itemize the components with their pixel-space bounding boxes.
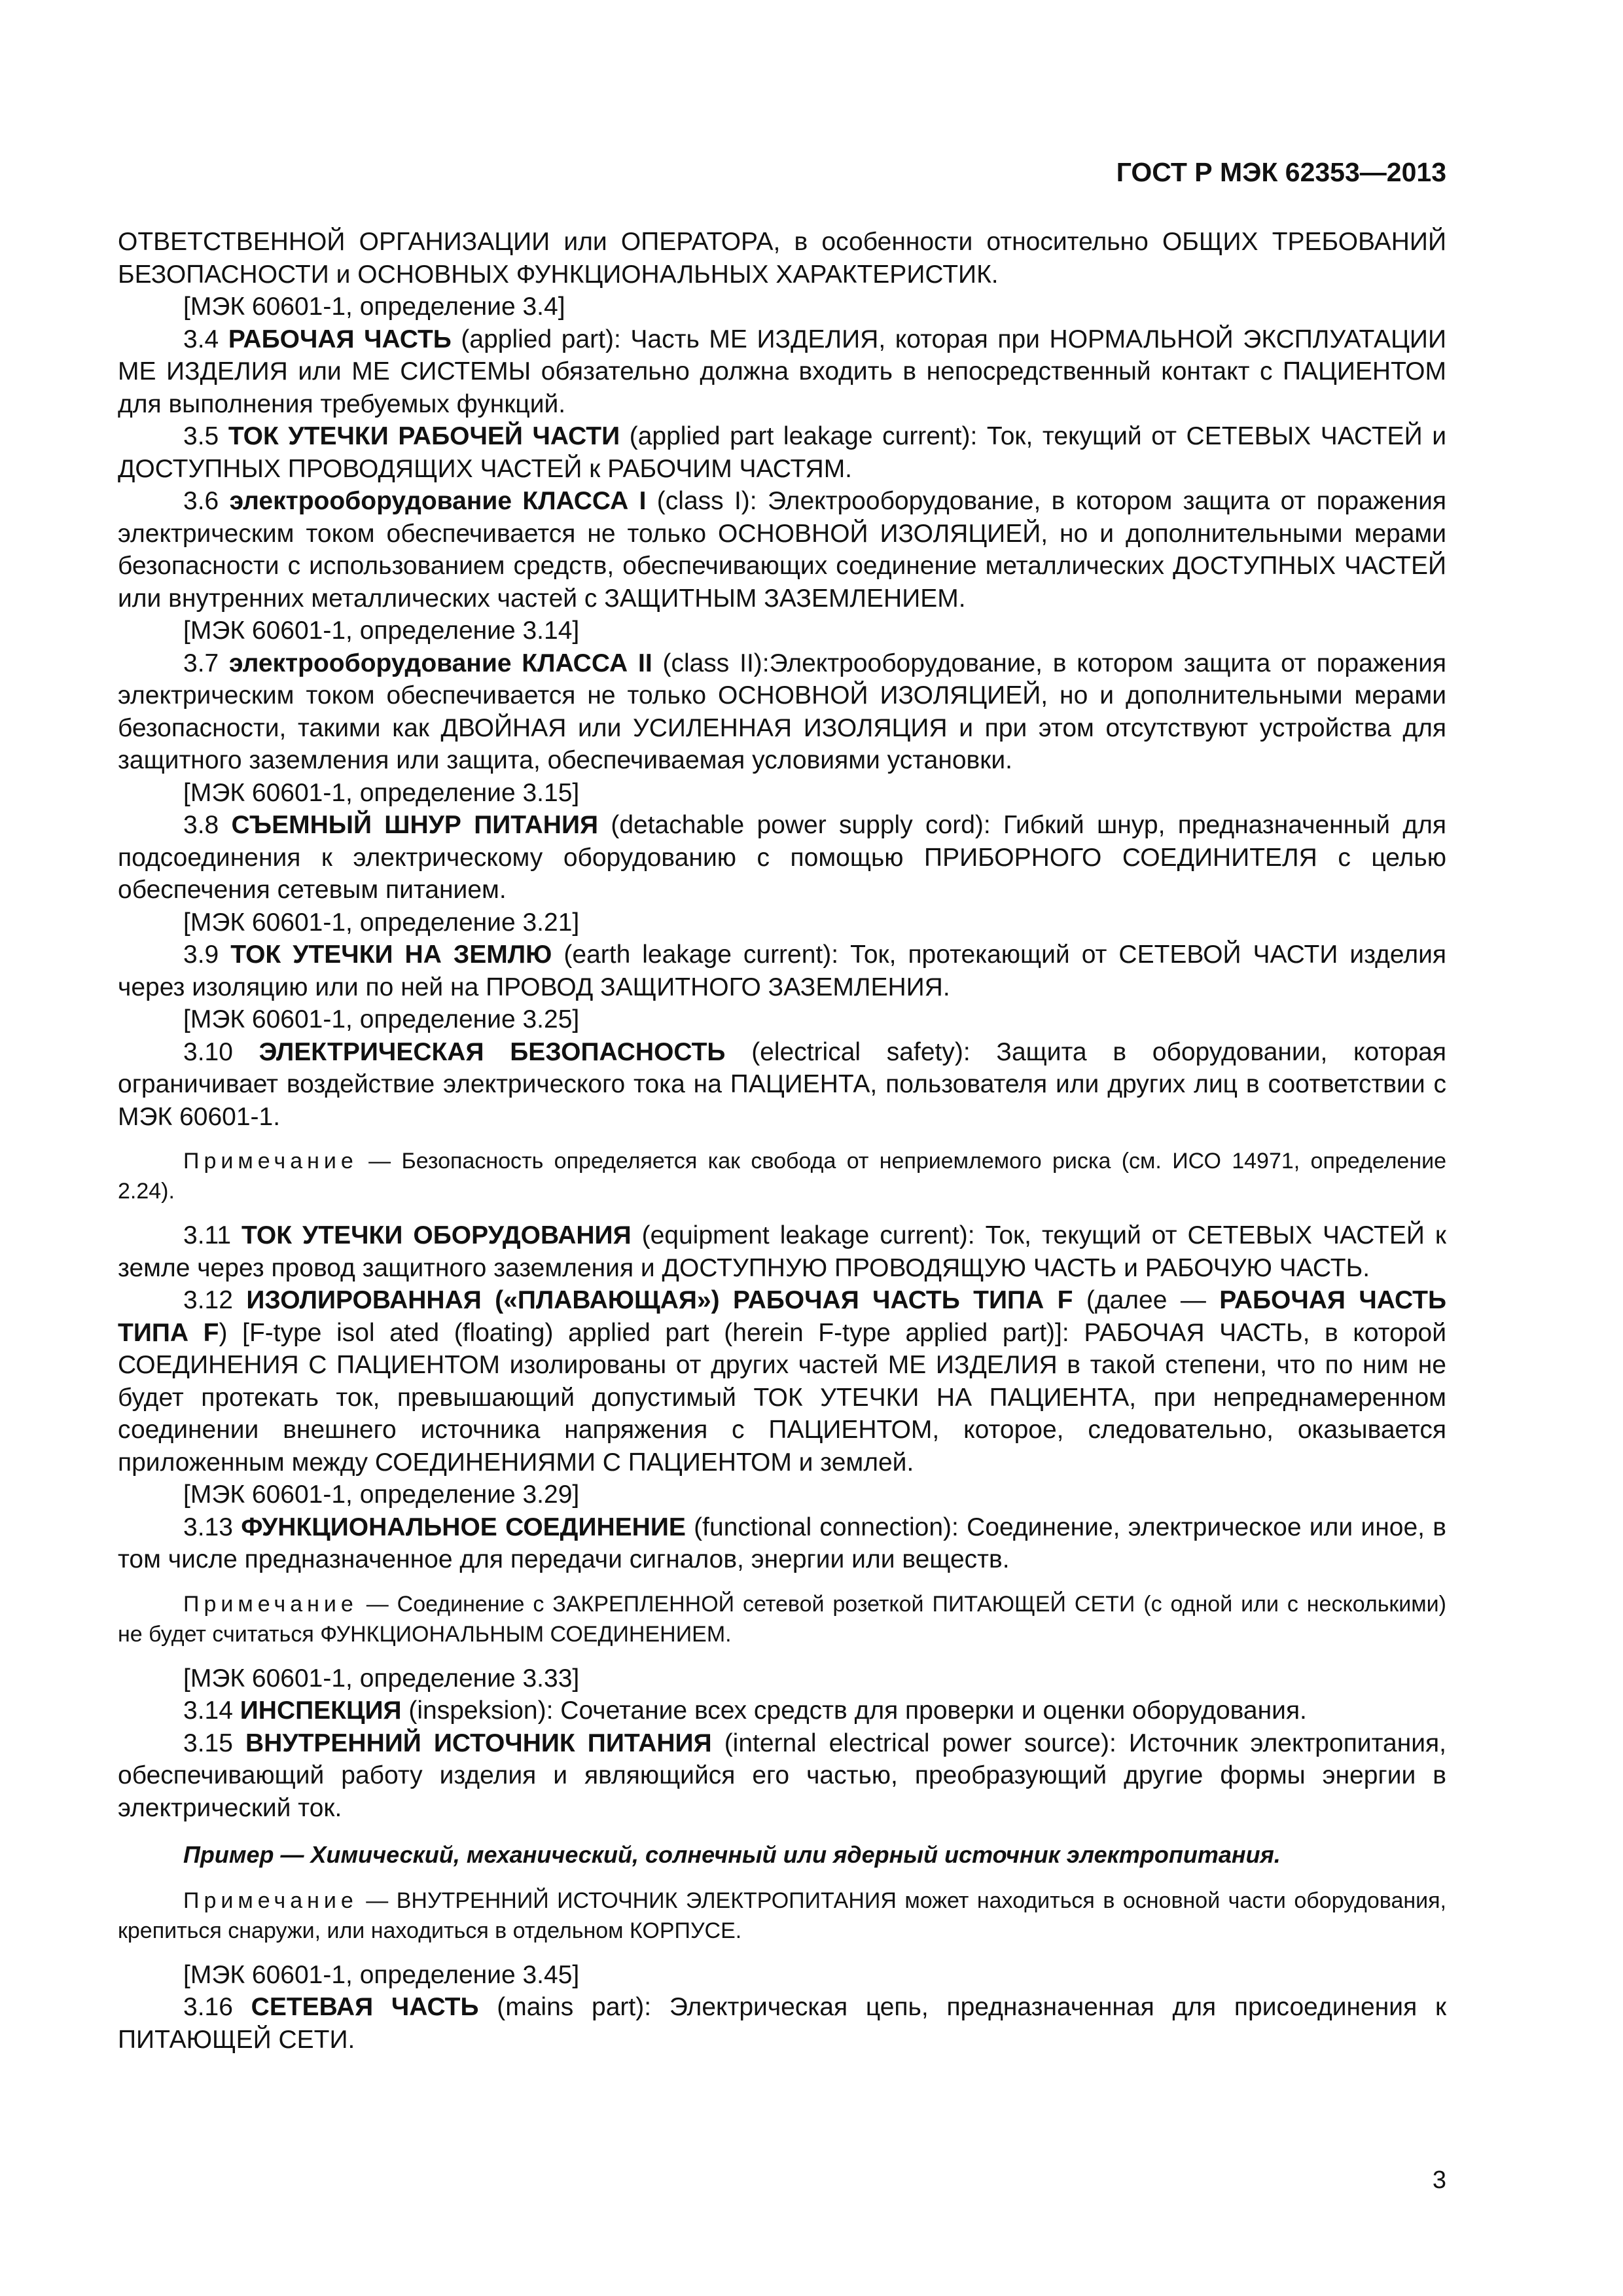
text-run: 3.16 [183, 1993, 251, 2021]
definition-paragraph [118, 323, 1446, 421]
definition-paragraph [118, 420, 1446, 485]
text-run: 3.5 [183, 422, 228, 450]
text-run: (earth leakage current): Ток, протекающий от СЕТЕВОЙ ЧАСТИ изделия через изоляцию или по ней на ПРОВОД ЗАЩИТНОГО ЗАЗЕМЛЕНИЯ. [118, 941, 1446, 1001]
text-run: 3.12 [183, 1286, 247, 1314]
term: ЭЛЕКТРИЧЕСКАЯ БЕЗОПАСНОСТЬ [259, 1037, 726, 1066]
text-run: 3.15 [183, 1729, 245, 1757]
definition-paragraph [118, 1511, 1446, 1576]
text-run: 3.13 [183, 1513, 241, 1541]
reference: [МЭК 60601-1, определение 3.29] [183, 1480, 580, 1509]
note [118, 1886, 1446, 1946]
term: СЪЕМНЫЙ ШНУР ПИТАНИЯ [231, 811, 599, 839]
text-run: (applied part leakage current): Ток, текущий от СЕТЕВЫХ ЧАСТЕЙ и ДОСТУПНЫХ ПРОВОДЯЩИХ ЧАСТЕЙ к РАБОЧИМ ЧАСТЯМ. [118, 422, 1446, 483]
text-run: ОТВЕТСТВЕННОЙ ОРГАНИЗАЦИИ или ОПЕРАТОРА, в особенности относительно ОБЩИХ ТРЕБОВАНИЙ БЕЗОПАСНОСТИ и ОСНОВНЫХ ФУНКЦИОНАЛЬНЫХ ХАРАКТЕРИСТИК. [118, 228, 1446, 289]
text-run: (далее — [1073, 1286, 1220, 1314]
text-run: ) [F-type isol ated (floating) applied part (herein F-type applied part)]: РАБОЧАЯ ЧАСТЬ, в которой СОЕДИНЕНИЯ С ПАЦИЕНТОМ изолированы от других частей МЕ ИЗДЕЛИЯ в такой степени, что по ним не будет протекать ток, превышающий допустимый ТОК УТЕЧКИ НА ПАЦИЕНТА, при непреднамеренном соединении внешнего источника напряжения с ПАЦИЕНТОМ, которое, следовательно, оказывается приложенным между СОЕДИНЕНИЯМИ С ПАЦИЕНТОМ и землей. [118, 1318, 1446, 1477]
note-text: — Соединение с ЗАКРЕПЛЕННОЙ сетевой розеткой ПИТАЮЩЕЙ СЕТИ (с одной или с несколькими) не будет считаться ФУНКЦИОНАЛЬНЫМ СОЕДИНЕНИЕМ. [118, 1591, 1446, 1647]
reference: [МЭК 60601-1, определение 3.45] [183, 1960, 580, 1989]
note-label: Примечание [183, 1149, 358, 1174]
definition-paragraph [118, 485, 1446, 615]
term: СЕТЕВАЯ ЧАСТЬ [251, 1993, 479, 2021]
term: РАБОЧАЯ ЧАСТЬ [228, 325, 452, 353]
definition-paragraph [118, 939, 1446, 1003]
note-label: Примечание [183, 1591, 358, 1617]
text-run: (applied part): Часть МЕ ИЗДЕЛИЯ, которая при НОРМАЛЬНОЙ ЭКСПЛУАТАЦИИ МЕ ИЗДЕЛИЯ или МЕ СИСТЕМЫ обязательно должна входить в непосредственный контакт с ПАЦИЕНТОМ для выполнения требуемых функций. [118, 325, 1446, 418]
text-run: (detachable power supply cord): Гибкий шнур, предназначенный для подсоединения к электрическому оборудованию с помощью ПРИБОРНОГО СОЕДИНИТЕЛЯ с целью обеспечения сетевым питанием. [118, 811, 1446, 904]
text-run: (class I): Электрооборудование, в котором защита от поражения электрическим током обеспечивается не только ОСНОВНОЙ ИЗОЛЯЦИЕЙ, но и дополнительными мерами безопасности с использованием средств, обеспечивающих соединение металлических ДОСТУПНЫХ ЧАСТЕЙ или внутренних металлических частей с ЗАЩИТНЫМ ЗАЗЕМЛЕНИЕМ. [118, 487, 1446, 613]
note [118, 1589, 1446, 1649]
text-run: (mains part): Электрическая цепь, предназначенная для присоединения к ПИТАЮЩЕЙ СЕТИ. [118, 1993, 1447, 2054]
text-run: 3.7 [183, 649, 230, 677]
term: ТОК УТЕЧКИ ОБОРУДОВАНИЯ [241, 1221, 632, 1249]
page-number: 3 [1432, 2166, 1446, 2194]
text-run: (inspeksion): Сочетание всех средств для проверки и оценки оборудования. [401, 1696, 1307, 1725]
term: ИЗОЛИРОВАННАЯ («ПЛАВАЮЩАЯ») РАБОЧАЯ ЧАСТЬ ТИПА F [246, 1286, 1073, 1314]
reference: [МЭК 60601-1, определение 3.33] [183, 1664, 580, 1693]
definition-paragraph [118, 647, 1446, 777]
term: электрооборудование КЛАССА II [229, 649, 652, 677]
term: ТОК УТЕЧКИ НА ЗЕМЛЮ [230, 941, 552, 969]
text-run: 3.8 [183, 811, 232, 839]
note-label: Примечание [183, 1888, 358, 1913]
definition-paragraph [118, 1991, 1446, 2056]
text-run: (equipment leakage current): Ток, текущий от СЕТЕВЫХ ЧАСТЕЙ к земле через провод защитного заземления и ДОСТУПНУЮ ПРОВОДЯЩУЮ ЧАСТЬ и РАБОЧУЮ ЧАСТЬ. [118, 1221, 1446, 1282]
document-body [118, 226, 1446, 2056]
definition-paragraph [118, 1695, 1446, 1727]
text-run: 3.10 [183, 1037, 259, 1066]
text-run: 3.14 [183, 1696, 240, 1725]
reference: [МЭК 60601-1, определение 3.15] [183, 778, 580, 807]
note-text: — Безопасность определяется как свобода от неприемлемого риска (см. ИСО 14971, определение 2.24). [118, 1149, 1446, 1204]
note [118, 1146, 1446, 1206]
reference: [МЭК 60601-1, определение 3.25] [183, 1005, 580, 1033]
reference: [МЭК 60601-1, определение 3.4] [183, 293, 565, 321]
definition-paragraph [118, 226, 1446, 291]
definition-paragraph [118, 1284, 1446, 1479]
note-text: — ВНУТРЕННИЙ ИСТОЧНИК ЭЛЕКТРОПИТАНИЯ может находиться в основной части оборудования, крепиться снаружи, или находиться в отдельном КОРПУСЕ. [118, 1888, 1446, 1943]
term: ФУНКЦИОНАЛЬНОЕ СОЕДИНЕНИЕ [241, 1513, 686, 1541]
term: РАБОЧАЯ ЧАСТЬ ТИПА F [118, 1286, 1447, 1347]
text-run: (electrical safety): Защита в оборудовании, которая ограничивает воздействие электрического тока на ПАЦИЕНТА, пользователя или других лиц в соответствии с МЭК 60601-1. [118, 1037, 1446, 1131]
text-run: 3.4 [183, 325, 228, 353]
text-run: (internal electrical power source): Источник электропитания, обеспечивающий работу изделия и являющийся его частью, преобразующий другие формы энергии в электрический ток. [118, 1729, 1446, 1822]
term: электрооборудование КЛАССА I [229, 487, 647, 515]
term: ИНСПЕКЦИЯ [240, 1696, 402, 1725]
definition-paragraph [118, 1219, 1446, 1284]
definition-paragraph [118, 1036, 1446, 1134]
document-header: ГОСТ Р МЭК 62353—2013 [1116, 157, 1446, 187]
text-run: 3.6 [183, 487, 230, 515]
definition-paragraph [118, 809, 1446, 906]
text-run: 3.11 [183, 1221, 242, 1249]
term: ВНУТРЕННИЙ ИСТОЧНИК ПИТАНИЯ [245, 1729, 712, 1757]
text-run: (functional connection): Соединение, электрическое или иное, в том числе предназначенное для передачи сигналов, энергии или веществ. [118, 1513, 1446, 1573]
example: Пример — Химический, механический, солнечный или ядерный источник электропитания. [183, 1841, 1281, 1868]
reference: [МЭК 60601-1, определение 3.21] [183, 908, 580, 937]
term: ТОК УТЕЧКИ РАБОЧЕЙ ЧАСТИ [228, 422, 620, 450]
text-run: 3.9 [183, 941, 231, 969]
text-run: (class II):Электрооборудование, в котором защита от поражения электрическим током обеспечивается не только ОСНОВНОЙ ИЗОЛЯЦИЕЙ, но и дополнительными мерами безопасности, такими как ДВОЙНАЯ или УСИЛЕННАЯ ИЗОЛЯЦИЯ и при этом отсутствуют устройства для защитного заземления или защита, обеспечиваемая условиями установки. [118, 649, 1446, 774]
definition-paragraph [118, 1727, 1446, 1825]
reference: [МЭК 60601-1, определение 3.14] [183, 617, 580, 645]
